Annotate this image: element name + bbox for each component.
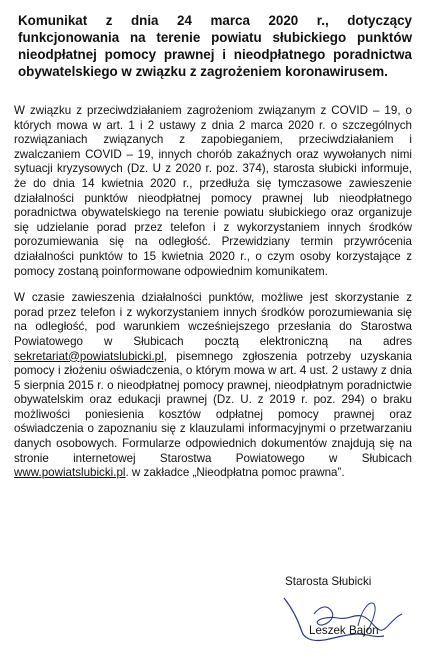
paragraph-2-text-b: , pisemnego zgłoszenia potrzeby uzyskania pomocy i złożeniu oświadczenia, o którym mowa w art. 4 ust. 2 ustawy z dnia 5 sierpnia 2015 r. o nieodpłatnej pomocy prawnej, nieodpłatnym poradnictwie obywatelskim oraz edukacji prawnej (Dz. U. z 2019 r. poz. 294) o braku możliwości poniesienia kosztów odpłatnej pomocy prawnej oraz oświadczenia o zapoznaniu się z klauzulami informacyjnymi o przetwarzaniu danych osobowych. Formularze odpowiednich dokumentów znajdują się na stronie internetowej Starostwa Powiatowego w Słubicach [14,349,412,465]
handwritten-signature [262,588,412,648]
paragraph-2-text-c: . w zakładce „Nieodpłatna pomoc prawna”. [125,466,345,480]
website-link[interactable]: www.powiatslubicki.pl [14,466,126,480]
signatory-title: Starosta Słubicki [285,575,372,588]
paragraph-2-text-a: W czasie zawieszenia działalności punktów, możliwe jest skorzystanie z porad przez telefon i z wykorzystaniem innych środków porozumiewania się na odległość, pod warunkiem wcześniejszego przesłania do Starostwa Powiatowego w Słubicach pocztą elektroniczną na adres [14,291,412,348]
paragraph-1: W związku z przeciwdziałaniem zagrożeniom związanym z COVID – 19, o których mowa w art. 1 i 2 ustawy z dnia 2 marca 2020 r. o szczególnych rozwiązaniach związanych z zapobieganiem, przeciwdziałaniem i zwalczaniem COVID – 19, innych chorób zakaźnych oraz wywołanych nimi sytuacji kryzysowych (Dz. U z 2020 r. poz. 374), starosta słubicki informuje, że do dnia 14 kwietnia 2020 r., przedłuża się tymczasowe zawieszenie działalności punktów nieodpłatnej pomocy prawnej lub nieodpłatnego poradnictwa obywatelskiego na terenie powiatu słubickiego oraz organizuje się udzielanie porad przez telefon i z wykorzystaniem innych środków porozumiewania się na odległość. Przewidziany termin przywrócenia działalności punktów to 15 kwietnia 2020 r., o czym osoby korzystające z pomocy zostaną poinformowane odpowiednim komunikatem. [14,104,412,278]
document-title: Komunikat z dnia 24 marca 2020 r., dotyczący funkcjonowania na terenie powiatu słubickiego punktów nieodpłatnej pomocy prawnej i nieodpłatnego poradnictwa obywatelskiego w związku z zagrożeniem koronawirusem. [18,13,412,79]
email-link[interactable]: sekretariat@powiatslubicki.pl [14,349,164,363]
paragraph-2 [14,291,412,481]
signatory-name: Leszek Bajon [309,624,379,637]
